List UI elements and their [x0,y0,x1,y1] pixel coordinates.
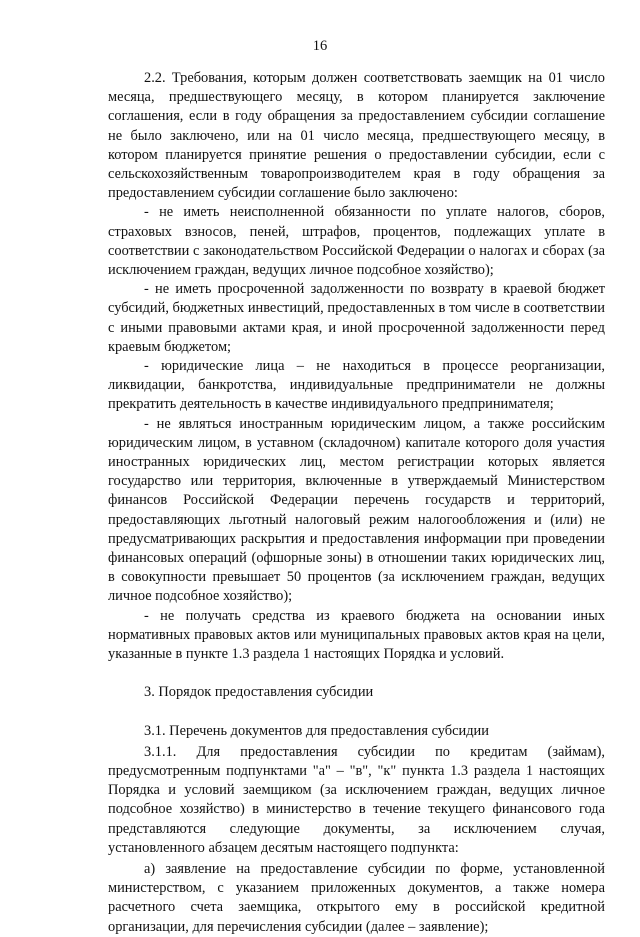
document-body [108,69,605,937]
paragraph-3-1-heading: 3.1. Перечень документов для предоставления субсидии [144,722,489,739]
page-number: 16 [312,38,328,54]
paragraph-3-1-1: 3.1.1. Для предоставления субсидии по кредитам (займам), предусмотренным подпунктами "а" – "в", "к" пункта 1.3 раздела 1 настоящих Порядка и условий заемщиком (за исключением граждан, ведущих личное подсобное хозяйство) в министерство в течение текущего финансового года представляются следующие документы, за исключением случая, установленного абзацем десятым настоящего подпункта: [108,743,605,856]
paragraph-not-foreign-entity: - не являться иностранным юридическим лицом, а также российским юридическим лицом, в уставном (складочном) капитале которого доля участия иностранных юридических лиц, местом регистрации которых является государство или территория, включенные в утверждаемый Министерством финансов Российской Федерации перечень государств и территорий, предоставляющих льготный налоговый режим налогообложения и (или) не предусматривающих раскрытия и предоставления информации при проведении финансовых операций (офшорные зоны) в отношении таких юридических лиц, в совокупности превышает 50 процентов (за исключением граждан, ведущих личное подсобное хозяйство); [108,415,605,605]
section-3-heading: 3. Порядок предоставления субсидии [144,684,374,701]
paragraph-no-tax-debt: - не иметь неисполненной обязанности по уплате налогов, сборов, страховых взносов, пеней, штрафов, процентов, подлежащих уплате в соответствии с законодательством Российской Федерации о налогах и сборах (за исключением граждан, ведущих личное подсобное хозяйство); [108,204,605,279]
paragraph-a-application: а) заявление на предоставление субсидии по форме, установленной министерством, с указанием приложенных документов, а также номера расчетного счета заемщика, открытого ему в российской кредитной организации, для перечисления субсидии (далее – заявление); [108,860,605,935]
paragraph-no-overdue-debt: - не иметь просроченной задолженности по возврату в краевой бюджет субсидий, бюджетных инвестиций, предоставленных в том числе в соответствии с иными правовыми актами края, и иной просроченной задолженности перед краевым бюджетом; [108,281,605,355]
paragraph-no-other-funds: - не получать средства из краевого бюджета на основании иных нормативных правовых актов или муниципальных правовых актов края на цели, указанные в пункте 1.3 раздела 1 настоящих Порядка и условий. [108,607,605,663]
paragraph-no-reorganization: - юридические лица – не находиться в процессе реорганизации, ликвидации, банкротства, индивидуальные предприниматели не должны прекратить деятельность в качестве индивидуального предпринимателя; [108,358,605,413]
paragraph-2-2-requirements: 2.2. Требования, которым должен соответствовать заемщик на 01 число месяца, предшествующего месяцу, в котором планируется заключение соглашения, если в году обращения за предоставлением субсидии соглашение не было заключено, или на 01 число месяца, предшествующего месяцу, в котором планируется принятие решения о предоставлении субсидии, если с сельскохозяйственным товаропроизводителем края в году обращения за предоставлением субсидии соглашение было заключено: [108,70,605,202]
